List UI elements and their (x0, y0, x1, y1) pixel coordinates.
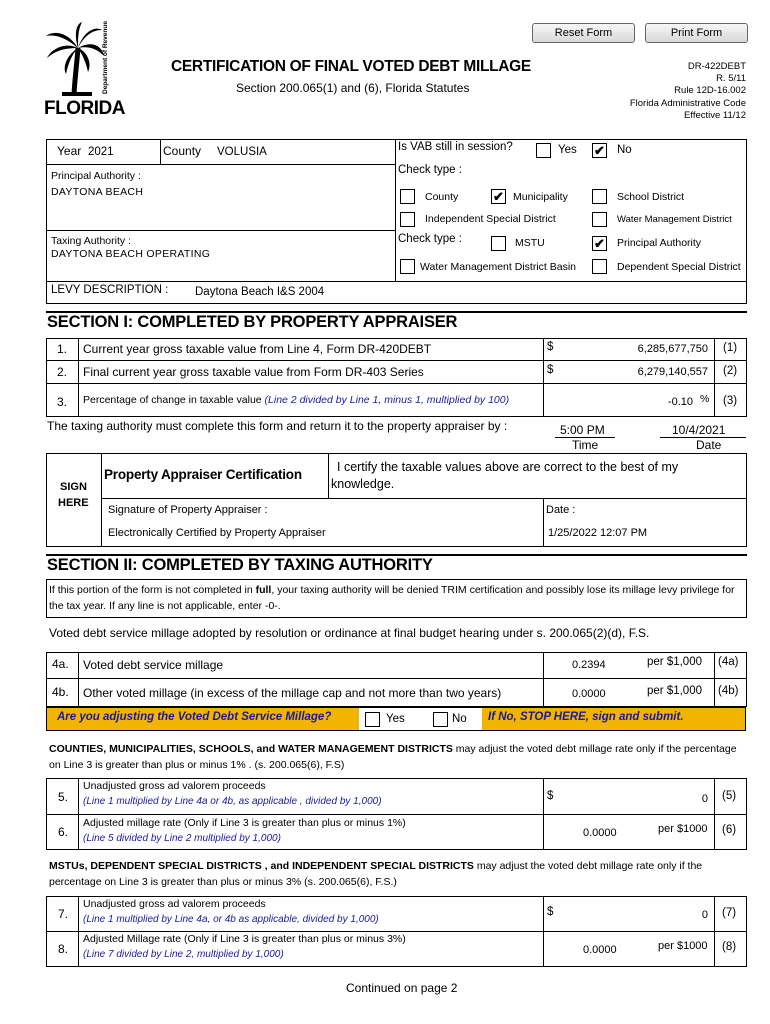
deadline-date-field[interactable]: 10/4/2021 (672, 423, 726, 437)
line3-ref: (3) (723, 395, 738, 407)
line7-number: 7. (58, 907, 69, 921)
continued-footer: Continued on page 2 (346, 981, 458, 995)
county-label: County (163, 144, 202, 158)
adjust-question: Are you adjusting the Voted Debt Service Millage? (57, 711, 332, 723)
vab-no-label: No (617, 144, 632, 156)
voted-millage-text: Voted debt service millage adopted by resolution or ordinance at final budget hearing under s. 200.065(2)(d), F.S. (49, 626, 650, 640)
levy-description-label: LEVY DESCRIPTION : (51, 284, 169, 296)
line6-per: per $1000 (658, 823, 708, 835)
water-management-district-label: Water Management District (617, 214, 732, 225)
wmd-basin-label: Water Management District Basin (420, 261, 576, 273)
vab-question: Is VAB still in session? (398, 141, 513, 153)
line8-note: (Line 7 divided by Line 2, multiplied by 1,000) (83, 949, 284, 960)
municipality-checkbox[interactable]: ✔ (491, 189, 506, 204)
line7-ref: (7) (722, 907, 737, 919)
florida-dor-logo (44, 21, 125, 119)
line5-label: Unadjusted gross ad valorem proceeds (83, 780, 266, 792)
line3-label: Percentage of change in taxable value (Line 2 divided by Line 1, minus 1, multiplied by 100) (83, 394, 510, 406)
vab-yes-label: Yes (558, 144, 577, 156)
year-label: Year (57, 144, 82, 158)
check-type-label-2: Check type : (398, 233, 462, 245)
line2-number: 2. (57, 365, 68, 379)
principal-authority-label: Principal Authority : (51, 170, 141, 182)
line5-note: (Line 1 multiplied by Line 4a or 4b, as applicable , divided by 1,000) (83, 796, 382, 807)
reset-form-button[interactable]: Reset Form (532, 23, 635, 43)
form-subtitle: Section 200.065(1) and (6), Florida Statutes (236, 81, 470, 95)
line5-number: 5. (58, 790, 69, 804)
sign-text: SIGN (60, 481, 87, 493)
deadline-text: The taxing authority must complete this form and return it to the property appraiser by : (47, 419, 508, 433)
deadline-time-label: Time (572, 438, 599, 452)
principal-authority-field[interactable]: DAYTONA BEACH (51, 186, 144, 198)
line3-value[interactable]: -0.10 (667, 396, 693, 408)
taxing-authority-field[interactable]: DAYTONA BEACH OPERATING (51, 248, 211, 260)
form-title: CERTIFICATION OF FINAL VOTED DEBT MILLAGE (171, 58, 531, 75)
wmd-basin-checkbox[interactable] (400, 259, 415, 274)
municipality-type-label: Municipality (513, 191, 568, 203)
stop-here-text: If No, STOP HERE, sign and submit. (488, 711, 684, 723)
vab-no-checkbox[interactable]: ✔ (592, 143, 607, 158)
check-type-label: Check type : (398, 164, 462, 176)
line1-value[interactable]: 6,285,677,750 (637, 343, 708, 355)
line5-ref: (5) (722, 790, 737, 802)
line8-number: 8. (58, 942, 69, 956)
school-district-label: School District (617, 191, 685, 203)
water-management-district-checkbox[interactable] (592, 212, 607, 227)
line4b-label: Other voted millage (in excess of the millage cap and not more than two years) (83, 686, 502, 700)
line7-value[interactable]: 0 (701, 909, 708, 921)
line4a-per: per $1,000 (647, 656, 702, 668)
line6-ref: (6) (722, 824, 737, 836)
adjust-no-label: No (452, 713, 467, 725)
certification-text: I certify the taxable values above are correct to the best of my knowledge. (331, 460, 679, 491)
school-district-checkbox[interactable] (592, 189, 607, 204)
line1-dollar: $ (547, 341, 554, 353)
line8-value[interactable]: 0.0000 (583, 944, 617, 956)
county-checkbox[interactable] (400, 189, 415, 204)
deadline-date-label: Date (696, 438, 722, 452)
principal-authority-type-label: Principal Authority (617, 237, 702, 249)
deadline-time-field[interactable]: 5:00 PM (560, 423, 605, 437)
dependent-special-district-checkbox[interactable] (592, 259, 607, 274)
line4b-number: 4b. (52, 685, 69, 699)
line4a-ref: (4a) (718, 656, 739, 668)
line1-number: 1. (57, 342, 68, 356)
certification-title: Property Appraiser Certification (104, 467, 302, 482)
line7-label: Unadjusted gross ad valorem proceeds (83, 898, 266, 910)
signature-date-label: Date : (546, 504, 576, 516)
section2-title: SECTION II: COMPLETED BY TAXING AUTHORITY (47, 556, 433, 574)
line6-note: (Line 5 divided by Line 2 multiplied by 1,000) (83, 833, 281, 844)
line2-dollar: $ (547, 364, 554, 376)
taxing-authority-label: Taxing Authority : (51, 235, 131, 247)
line6-number: 6. (58, 825, 69, 839)
line1-label: Current year gross taxable value from Line 4, Form DR-420DEBT (83, 342, 432, 356)
independent-special-district-checkbox[interactable] (400, 212, 415, 227)
logo-side-text: Department of Revenue (102, 21, 109, 94)
year-field[interactable]: 2021 (88, 146, 114, 158)
line8-per: per $1000 (658, 940, 708, 952)
line8-label: Adjusted Millage rate (Only if Line 3 is greater than plus or minus 3%) (83, 933, 406, 945)
line4b-ref: (4b) (718, 685, 739, 697)
principal-authority-checkbox[interactable]: ✔ (592, 236, 607, 251)
line2-value[interactable]: 6,279,140,557 (637, 366, 708, 378)
logo-word: FLORIDA (44, 98, 125, 119)
form-info: DR-422DEBT R. 5/11 Rule 12D-16.002 Florida Administrative Code Effective 11/12 (629, 61, 746, 121)
adjust-yes-checkbox[interactable] (365, 712, 380, 727)
adjust-no-checkbox[interactable] (433, 712, 448, 727)
county-type-label: County (425, 191, 459, 203)
line3-number: 3. (57, 395, 68, 409)
mstu-label: MSTU (515, 237, 545, 249)
line5-value[interactable]: 0 (701, 793, 708, 805)
signature-date-field[interactable]: 1/25/2022 12:07 PM (548, 527, 648, 539)
mstu-checkbox[interactable] (491, 236, 506, 251)
line6-label: Adjusted millage rate (Only if Line 3 is greater than plus or minus 1%) (83, 817, 406, 829)
line2-ref: (2) (723, 365, 738, 377)
line6-value[interactable]: 0.0000 (583, 827, 617, 839)
line2-label: Final current year gross taxable value from Form DR-403 Series (83, 365, 424, 379)
line3-percent: % (700, 393, 710, 405)
print-form-button[interactable]: Print Form (645, 23, 748, 43)
palm-tree-icon (44, 22, 110, 97)
line7-dollar: $ (547, 906, 554, 918)
line4a-number: 4a. (52, 657, 69, 671)
mstus-text: MSTUs, DEPENDENT SPECIAL DISTRICTS , and INDEPENDENT SPECIAL DISTRICTS may adjust the voted debt millage rate only if the percentage on Line 3 is greater than plus or minus 3% (s. 200.065(6), F.S.) (49, 860, 703, 888)
here-text: HERE (58, 497, 89, 509)
line8-ref: (8) (722, 941, 737, 953)
vab-yes-checkbox[interactable] (536, 143, 551, 158)
signature-label: Signature of Property Appraiser : (108, 504, 268, 516)
signature-field[interactable]: Electronically Certified by Property Appraiser (108, 527, 326, 539)
county-field[interactable]: VOLUSIA (217, 146, 267, 158)
line4b-value[interactable]: 0.0000 (572, 688, 606, 700)
line4a-label: Voted debt service millage (83, 658, 224, 672)
line4a-value[interactable]: 0.2394 (572, 659, 606, 671)
section2-warning: If this portion of the form is not completed in full, your taxing authority will be denied TRIM certification and possibly lose its millage levy privilege for the tax year. If any line is not applicable, enter -0-. (49, 584, 735, 612)
independent-special-district-label: Independent Special District (425, 213, 556, 225)
levy-description-field[interactable]: Daytona Beach I&S 2004 (195, 286, 325, 298)
line7-note: (Line 1 multiplied by Line 4a, or 4b as applicable, divided by 1,000) (83, 914, 379, 925)
line4b-per: per $1,000 (647, 685, 702, 697)
counties-text: COUNTIES, MUNICIPALITIES, SCHOOLS, and WATER MANAGEMENT DISTRICTS may adjust the voted debt millage rate only if the percentage on Line 3 is greater than plus or minus 1% . (s. 200.065(6), F.S) (49, 743, 737, 771)
section1-title: SECTION I: COMPLETED BY PROPERTY APPRAISER (47, 313, 458, 331)
line5-dollar: $ (547, 790, 554, 802)
line1-ref: (1) (723, 342, 738, 354)
dependent-special-district-label: Dependent Special District (617, 261, 741, 273)
adjust-yes-label: Yes (386, 713, 405, 725)
